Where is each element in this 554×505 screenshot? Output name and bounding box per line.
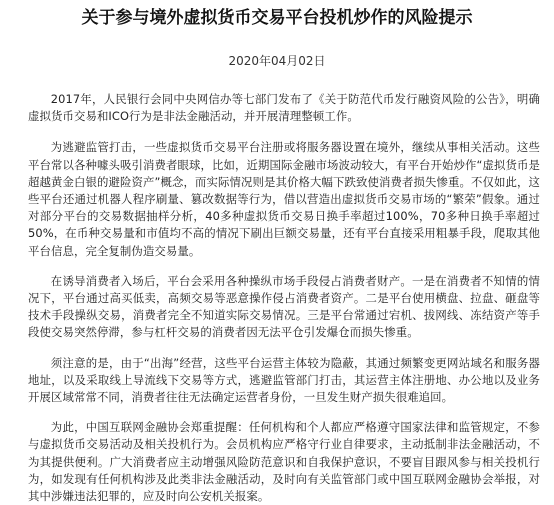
paragraph-1: 2017年，人民银行会同中央网信办等七部门发布了《关于防范代币发行融资风险的公告》，明确虚拟货币交易和ICO行为是非法金融活动，并开展清理整顿工作。 [28, 92, 540, 124]
publish-date: 2020年04月02日 [228, 54, 326, 68]
paragraph-5: 为此，中国互联网金融协会郑重提醒：任何机构和个人都应严格遵守国家法律和监管规定，不参与虚拟货币交易活动及相关投机行为。会员机构应严格守行业自律要求，主动抵制非法金融活动，不为其提供便利。广大消费者应主动增强风险防范意识和自我保护意识，不要盲目跟风参与相关投机行为，如发现有任何机构涉及此类非法金融活动，及时向有关监管部门或中国互联网金融协会举报，对其中涉嫌违法犯罪的，应及时向公安机关报案。 [28, 420, 540, 504]
paragraph-4: 须注意的是，由于“出海”经营，这些平台运营主体较为隐蔽，其通过频繁变更网站域名和服务器地址，以及采取线上导流线下交易等方式，逃避监管部门打击，其运营主体注册地、办公地以及业务开展区域常常不同，消费者往往无法确定运营者身份，一旦发生财产损失很难追回。 [28, 355, 540, 405]
article-title: 关于参与境外虚拟货币交易平台投机炒作的风险提示 [81, 8, 473, 28]
paragraph-3: 在诱导消费者入场后，平台会采用各种操纵市场手段侵占消费者财产。一是在消费者不知情的情况下，平台通过高买低卖，高频交易等恶意操作侵占消费者资产。二是平台使用横盘、拉盘、砸盘等技术手段操纵交易，消费者完全不知道实际交易情况。三是平台常通过宕机、拔网线、冻结资产等手段使交易突然停滞，参与杠杆交易的消费者因无法平仓引发爆仓而损失惨重。 [28, 273, 540, 340]
paragraph-2: 为逃避监管打击，一些虚拟货币交易平台注册或将服务器设置在境外，继续从事相关活动。这些平台常以各种噱头吸引消费者眼球，比如，近期国际金融市场波动较大，有平台开始炒作“虚拟货币是超越黄金白银的避险资产”概念，而实际情况则是其价格大幅下跌致使消费者损失惨重。不仅如此，这些平台还通过机器人程序刷量、篡改数据等行为，借以营造出虚拟货币交易市场的“繁荣”假象。通过对部分平台的交易数据抽样分析，40多种虚拟货币交易日换手率超过100%，70多种日换手率超过50%，在币种交易量和市值均不高的情况下刷出巨额交易量，还有平台直接采用粗暴手段，爬取其他平台信息，完全复制伪造交易量。 [28, 140, 540, 258]
